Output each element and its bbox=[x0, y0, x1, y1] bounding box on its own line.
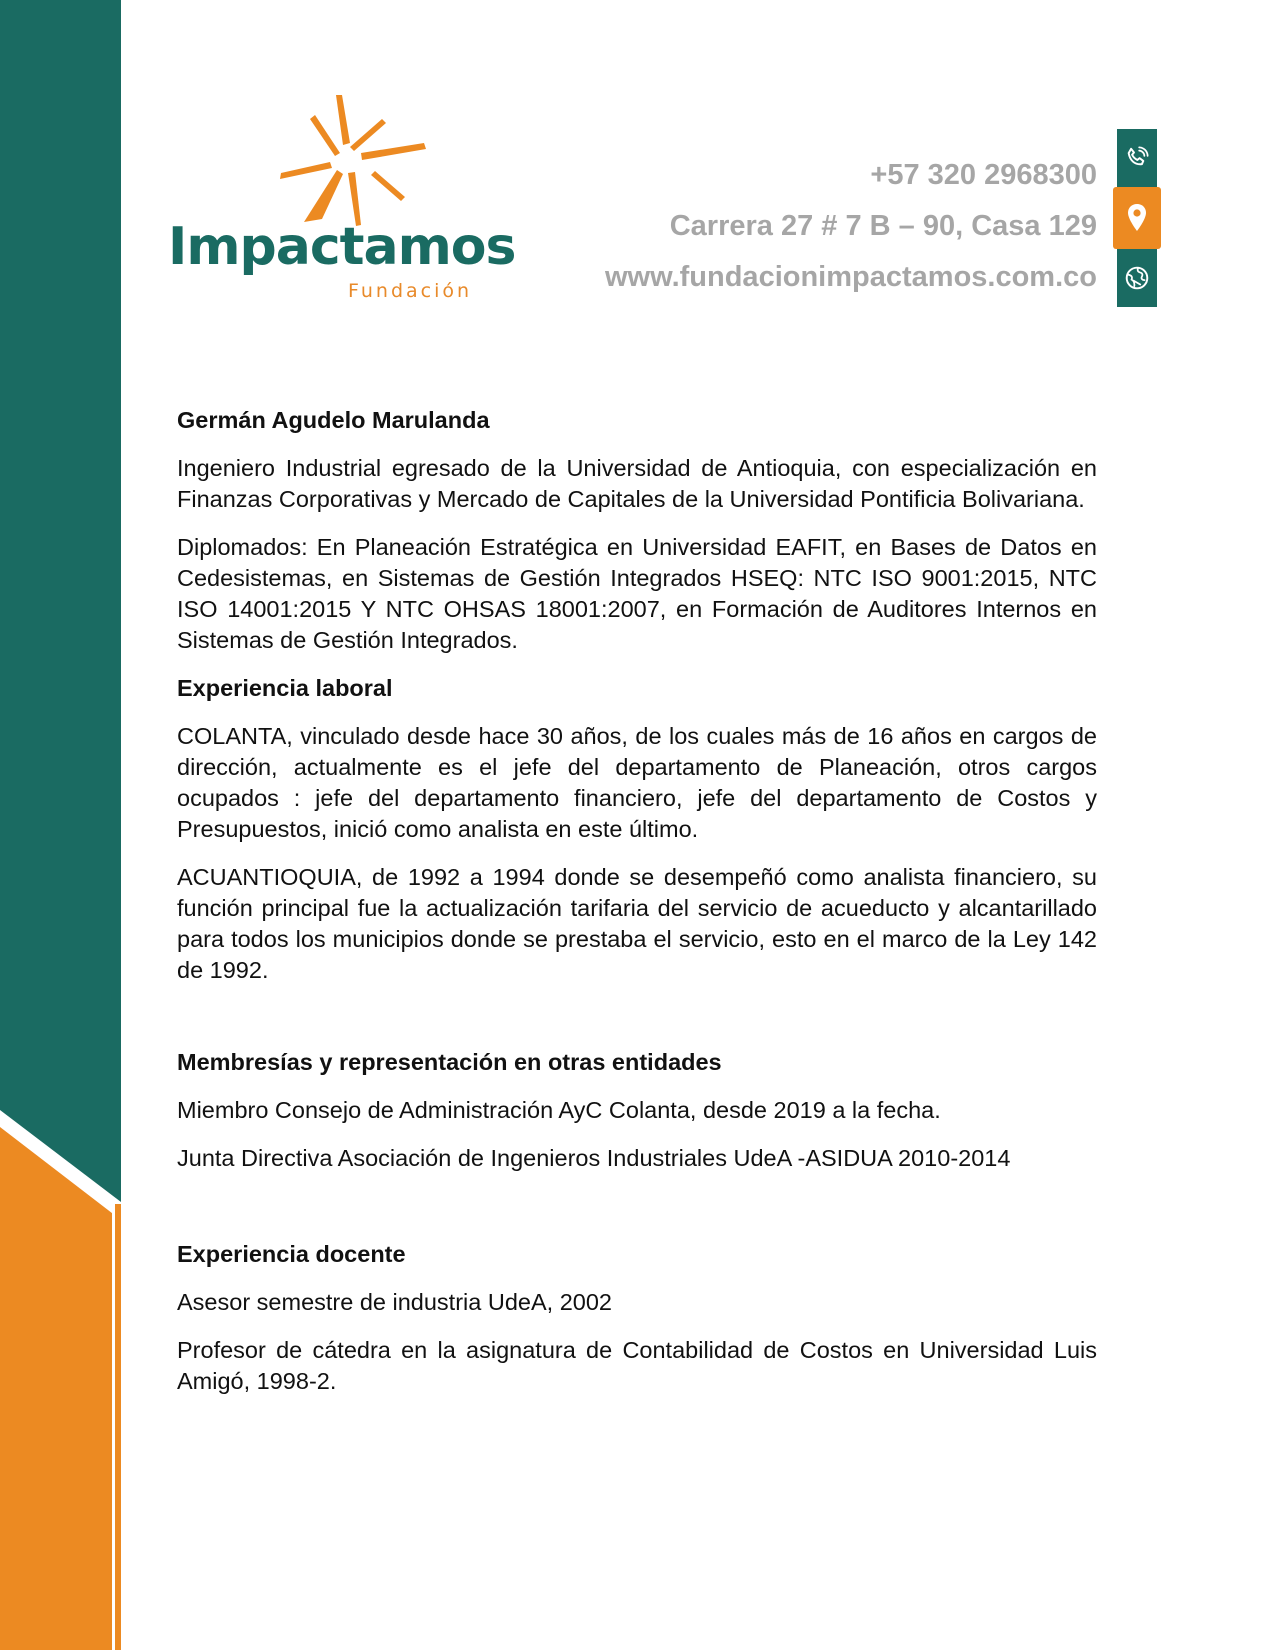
globe-icon bbox=[1117, 249, 1157, 307]
diplomas-paragraph: Diplomados: En Planeación Estratégica en Universidad EAFIT, en Bases de Datos en Cedesistemas, en Sistemas de Gestión Integrados HSEQ: NTC ISO 9001:2015, NTC ISO 14001:2015 Y NTC OHSAS 18001:2007, en Formación de Auditores Internos en Sistemas de Gestión Integrados. bbox=[177, 534, 1097, 653]
person-name: Germán Agudelo Marulanda bbox=[177, 407, 490, 433]
location-pin-icon bbox=[1113, 187, 1161, 249]
document-body bbox=[177, 405, 1097, 1414]
teaching-item: Profesor de cátedra en la asignatura de Contabilidad de Costos en Universidad Luis Amigó, 1998-2. bbox=[177, 1337, 1097, 1394]
membership-item: Miembro Consejo de Administración AyC Colanta, desde 2019 a la fecha. bbox=[177, 1097, 941, 1123]
logo-wordmark: Impactamos bbox=[168, 217, 516, 277]
teal-band bbox=[0, 0, 121, 1202]
work-item: COLANTA, vinculado desde hace 30 años, de los cuales más de 16 años en cargos de dirección, actualmente es el jefe del departamento de Planeación, otros cargos ocupados : jefe del departamento financiero, jefe del departamento de Costos y Presupuestos, inició como analista en este último. bbox=[177, 723, 1097, 842]
logo bbox=[160, 95, 516, 310]
work-item: ACUANTIOQUIA, de 1992 a 1994 donde se desempeñó como analista financiero, su función principal fue la actualización tarifaria del servicio de acueducto y alcantarillado para todos los municipios donde se prestaba el servicio, esto en el marco de la Ley 142 de 1992. bbox=[177, 864, 1097, 983]
phone-icon bbox=[1117, 129, 1157, 187]
sunburst-icon bbox=[280, 95, 430, 230]
membership-item: Junta Directiva Asociación de Ingenieros Industriales UdeA -ASIDUA 2010-2014 bbox=[177, 1145, 1011, 1171]
orange-stripe bbox=[115, 1204, 121, 1650]
memberships-heading: Membresías y representación en otras entidades bbox=[177, 1049, 722, 1075]
contact-website[interactable]: www.fundacionimpactamos.com.co bbox=[604, 261, 1097, 293]
education-paragraph: Ingeniero Industrial egresado de la Universidad de Antioquia, con especialización en Finanzas Corporativas y Mercado de Capitales de la Universidad Pontificia Bolivariana. bbox=[177, 455, 1097, 512]
contact-icons bbox=[1115, 129, 1159, 307]
contact-phone: +57 320 2968300 bbox=[870, 159, 1097, 191]
teaching-item: Asesor semestre de industria UdeA, 2002 bbox=[177, 1289, 612, 1315]
teaching-experience-heading: Experiencia docente bbox=[177, 1241, 406, 1267]
side-decoration-band bbox=[0, 0, 130, 1650]
work-experience-heading: Experiencia laboral bbox=[177, 675, 393, 701]
white-stripe bbox=[112, 1204, 115, 1650]
contact-info bbox=[605, 150, 1097, 303]
logo-subtitle: Fundación bbox=[348, 280, 473, 302]
orange-band bbox=[0, 1127, 121, 1650]
contact-address: Carrera 27 # 7 B – 90, Casa 129 bbox=[669, 210, 1097, 242]
